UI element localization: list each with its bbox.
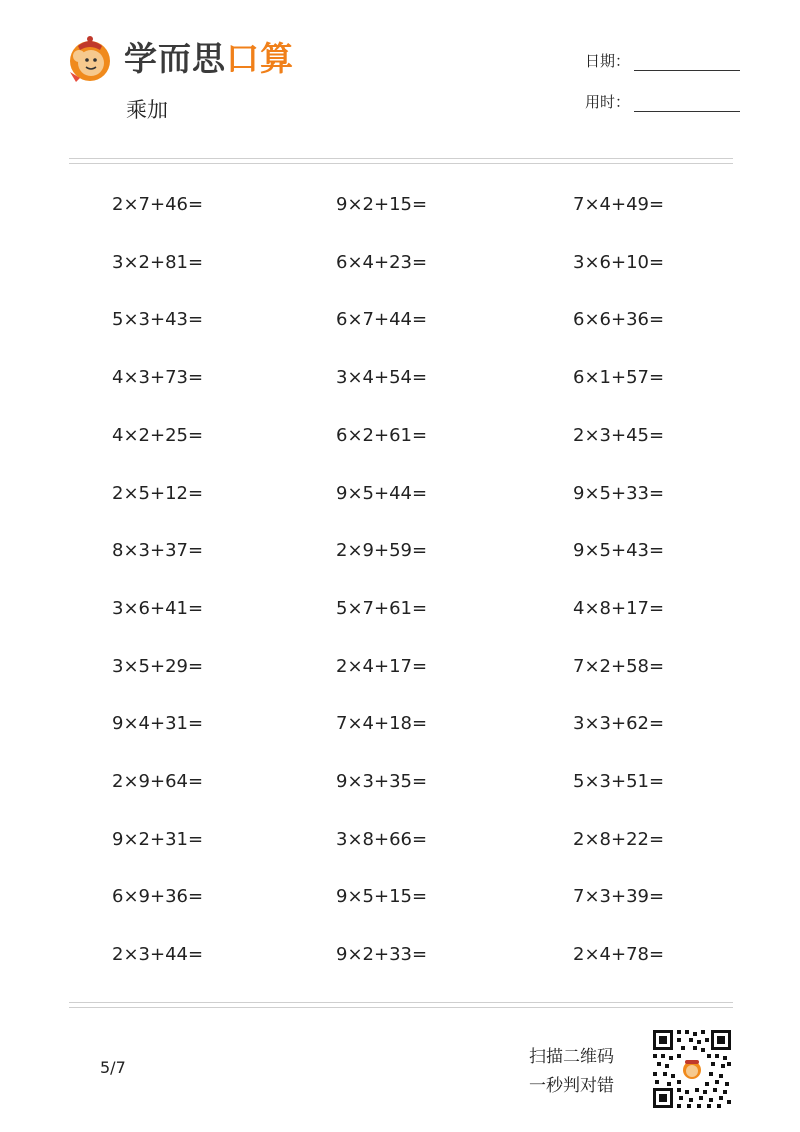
problem: 3×4+54= [336,367,428,389]
problem: 6×2+61= [336,424,428,446]
problem: 2×3+45= [573,424,665,446]
brand-name [124,34,294,84]
problem-row [0,176,800,234]
problem: 3×6+41= [112,597,204,619]
problem: 3×2+81= [112,251,204,273]
date-label: 日期： [585,52,631,70]
worksheet-topic: 乘加 [126,98,168,122]
qr-code-icon[interactable] [651,1028,733,1110]
problem: 2×3+44= [112,944,204,966]
problem: 6×1+57= [573,367,665,389]
problem: 2×8+22= [573,828,665,850]
problem-row [0,234,800,292]
problem: 2×4+78= [573,944,665,966]
problem: 2×4+17= [336,655,428,677]
problem: 6×6+36= [573,309,665,331]
date-blank-line [634,56,740,71]
problem: 4×3+73= [112,367,204,389]
problem: 4×8+17= [573,597,665,619]
problem-row [0,753,800,811]
problem: 9×2+33= [336,944,428,966]
problem-row [0,638,800,696]
problem: 2×9+59= [336,540,428,562]
header-divider-top [69,158,733,159]
page-number: 5/7 [100,1058,126,1077]
problem: 5×3+51= [573,771,665,792]
problem: 3×6+10= [573,251,665,273]
problem: 7×3+39= [573,886,665,908]
problem-row [0,926,800,984]
date-field [585,50,740,71]
problem-row [0,580,800,638]
problem: 5×7+61= [336,597,428,619]
problem: 6×9+36= [112,886,204,908]
problem-row [0,407,800,465]
problem-row [0,868,800,926]
problem: 7×2+58= [573,655,665,677]
problem: 3×8+66= [336,828,428,850]
problem: 9×3+35= [336,771,428,792]
problem: 6×7+44= [336,309,428,331]
worksheet-header [0,0,800,160]
footer-divider-bottom [69,1007,733,1008]
problem: 5×3+43= [112,309,204,331]
qr-caption-line2: 一秒判对错 [529,1076,614,1096]
problem: 9×2+15= [336,194,428,215]
problem: 6×4+23= [336,251,428,273]
problem: 8×3+37= [112,540,204,562]
problem-row [0,349,800,407]
problem: 2×7+46= [112,194,204,215]
brand-name-main: 学而思 [124,39,226,78]
time-field [585,91,740,112]
problem: 2×9+64= [112,771,204,792]
problem: 9×4+31= [112,713,204,735]
problem-row [0,291,800,349]
monkey-mascot-icon [66,34,116,84]
problem: 9×2+31= [112,828,204,850]
brand-name-accent: 口算 [226,39,294,78]
problem-row [0,522,800,580]
problem: 7×4+49= [573,194,665,215]
problem: 9×5+43= [573,540,665,562]
problem: 7×4+18= [336,713,428,735]
qr-caption-line1: 扫描二维码 [529,1047,614,1067]
header-divider-bottom [69,163,733,164]
problem: 9×5+15= [336,886,428,908]
problem-row [0,465,800,523]
brand-logo [66,34,294,84]
problem: 3×3+62= [573,713,665,735]
qr-caption [529,1043,614,1101]
problem: 2×5+12= [112,482,204,504]
problem: 4×2+25= [112,424,204,446]
time-blank-line [634,97,740,112]
problem: 9×5+33= [573,482,665,504]
problem: 9×5+44= [336,482,428,504]
problem-row [0,811,800,869]
problem-row [0,695,800,753]
problem: 3×5+29= [112,655,204,677]
time-label: 用时： [585,93,631,111]
footer-divider-top [69,1002,733,1003]
